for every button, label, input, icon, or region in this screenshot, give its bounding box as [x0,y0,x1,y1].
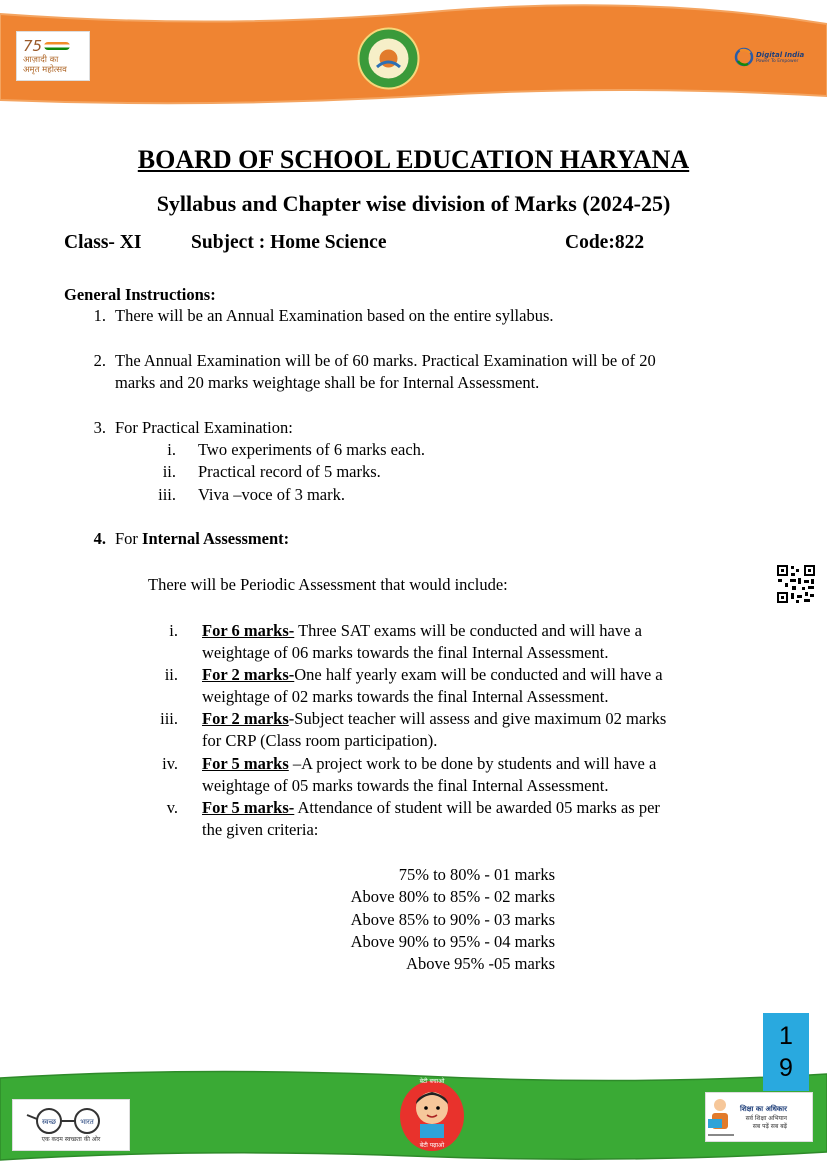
ia-sub4-text: –A project work to be done by students and will have a [288,754,657,773]
ia-sub3-line2: for CRP (Class room participation). [202,731,438,750]
ia-sub3-number: iii. [160,709,178,728]
shiksha-line2: सर्व शिक्षा अभियान [745,1114,787,1122]
criteria-line-4: Above 90% to 95% - 04 marks [350,932,555,951]
beti-padhao-text: बेटी पढ़ाओ [419,1142,445,1149]
bseh-seal-icon [357,27,420,90]
item3-sub3-text: Viva –voce of 3 mark. [198,485,346,504]
ia-sub5-line2: the given criteria: [202,820,319,839]
swachh-bharat-logo [12,1099,130,1151]
shiksha-ka-adhikar-logo [705,1092,813,1142]
ia-sub5-number: v. [166,798,178,817]
ia-sub4-number: iv. [162,754,178,773]
ia-sub2-label: For 2 marks- [202,665,295,684]
item4-number: 4. [93,529,106,548]
general-instructions-heading: General Instructions: [64,285,216,304]
gandhi-glasses-icon [21,1107,121,1135]
ia-sub4-line1 [202,753,656,775]
criteria-line-2: Above 80% to 85% - 02 marks [350,887,555,906]
shiksha-line3: सब पढ़ें सब बढ़ें [752,1122,787,1130]
ia-sub1-line2: weightage of 06 marks towards the final Internal Assessment. [202,643,609,662]
item1-number: 1. [93,306,106,325]
ia-sub1-text: Three SAT exams will be conducted and will have a [294,621,642,640]
ia-sub5-label: For 5 marks- [202,798,295,817]
criteria-line-1: 75% to 80% - 01 marks [398,865,555,884]
item3-sub3-number: iii. [158,485,176,504]
subject-label: Subject : Home Science [191,232,387,253]
item3-sub2-text: Practical record of 5 marks. [198,462,381,481]
item3-number: 3. [93,418,106,437]
document-title: BOARD OF SCHOOL EDUCATION HARYANA [137,145,690,174]
swachh-caption: एक कदम स्वच्छता की ओर [41,1136,101,1143]
swachh-text: स्वच्छ [41,1118,57,1126]
child-reading-icon [706,1095,736,1139]
bharat-text: भारत [80,1118,94,1126]
logo-line1: आज़ादी का [23,55,59,65]
logo-number-75: 75 [23,37,43,55]
item4-bold-text: Internal Assessment: [142,529,290,548]
qr-code-icon [776,564,816,604]
flag-swoosh-icon [44,42,70,50]
item4-heading [115,528,289,550]
logo-line2: अमृत महोत्सव [23,65,67,75]
ia-sub2-line2: weightage of 02 marks towards the final Internal Assessment. [202,687,609,706]
ia-sub4-line2: weightage of 05 marks towards the final Internal Assessment. [202,776,609,795]
ia-sub1-label: For 6 marks- [202,621,295,640]
ia-sub2-number: ii. [164,665,178,684]
class-label: Class- XI [64,232,142,253]
page-number-digit-2: 9 [779,1054,793,1082]
document-subtitle: Syllabus and Chapter wise division of Marks (2024-25) [156,191,671,216]
item3-sub1-text: Two experiments of 6 marks each. [198,440,426,459]
item4-intro: There will be Periodic Assessment that would include: [148,575,508,594]
item3-text: For Practical Examination: [115,418,293,437]
digital-india-title: Digital India [756,50,805,59]
ia-sub3-label: For 2 marks [202,709,289,728]
digital-india-icon [734,47,754,67]
digital-india-tagline: Power To Empower [756,58,799,64]
criteria-line-3: Above 85% to 90% - 03 marks [350,910,555,929]
ia-sub3-text: -Subject teacher will assess and give maximum 02 marks [288,709,667,728]
ia-sub1-number: i. [169,621,178,640]
item4-prefix: For [115,529,143,548]
ia-sub5-text: Attendance of student will be awarded 05 marks as per [294,798,660,817]
beti-bachao-beti-padhao-icon [398,1072,466,1152]
ia-sub1-line1 [202,620,642,642]
digital-india-logo [734,46,814,68]
code-label: Code:822 [565,232,645,253]
ia-sub4-label: For 5 marks [202,754,289,773]
criteria-line-5: Above 95% -05 marks [406,954,555,973]
item2-line1: The Annual Examination will be of 60 marks. Practical Examination will be of 20 [115,351,656,370]
ia-sub2-line1 [202,664,663,686]
page-number-digit-1: 1 [779,1022,793,1050]
item1-text: There will be an Annual Examination based on the entire syllabus. [115,306,554,325]
item2-line2: marks and 20 marks weightage shall be for Internal Assessment. [115,373,540,392]
item3-sub2-number: ii. [162,462,176,481]
azadi-ka-amrit-mahotsav-logo [16,31,90,81]
item2-number: 2. [93,351,106,370]
ia-sub3-line1 [202,708,666,730]
ia-sub5-line1 [202,797,660,819]
beti-bachao-text: बेटी बचाओ [419,1078,445,1085]
ia-sub2-text: One half yearly exam will be conducted and will have a [294,665,663,684]
page-number [763,1013,809,1091]
item3-sub1-number: i. [167,440,176,459]
shiksha-title: शिक्षा का अधिकार [740,1104,787,1113]
